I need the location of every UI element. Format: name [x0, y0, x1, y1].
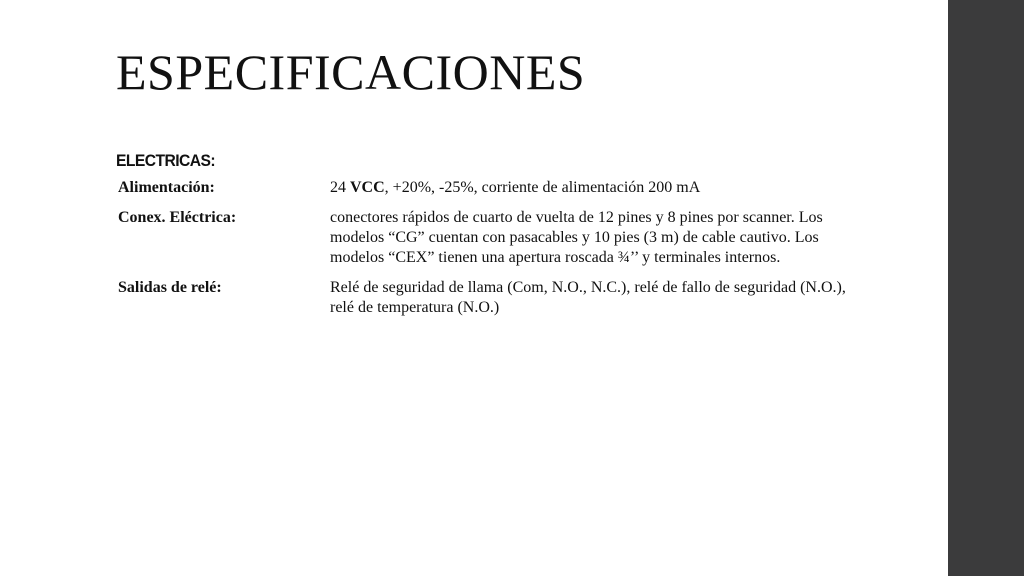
- spec-label: Salidas de relé:: [118, 279, 222, 296]
- spec-value: Relé de seguridad de llama (Com, N.O., N.C.), relé de fallo de seguridad (N.O.), relé de temperatura (N.O.): [330, 279, 846, 316]
- spec-label: Conex. Eléctrica:: [118, 209, 237, 226]
- section-heading-electricas: ELECTRICAS:: [116, 151, 216, 170]
- spec-value-prefix: 24: [330, 179, 350, 196]
- side-accent-bar: [948, 0, 1024, 576]
- spec-value-bold: VCC: [350, 179, 385, 196]
- spec-value: [330, 178, 858, 198]
- spec-table: [118, 178, 858, 328]
- spec-row-alimentacion: [118, 178, 858, 198]
- spec-row-salidas: [118, 278, 858, 318]
- slide-title: ESPECIFICACIONES: [116, 44, 586, 100]
- spec-value: conectores rápidos de cuarto de vuelta de 12 pines y 8 pines por scanner. Los modelos “CG” cuentan con pasacables y 10 pies (3 m) de cable cautivo. Los modelos “CEX” tienen una apertura roscada ¾’’ y terminales internos.: [330, 209, 823, 266]
- spec-row-conexion: [118, 208, 858, 268]
- spec-value-suffix: , +20%, -25%, corriente de alimentación 200 mA: [384, 179, 701, 196]
- spec-label: Alimentación:: [118, 179, 215, 196]
